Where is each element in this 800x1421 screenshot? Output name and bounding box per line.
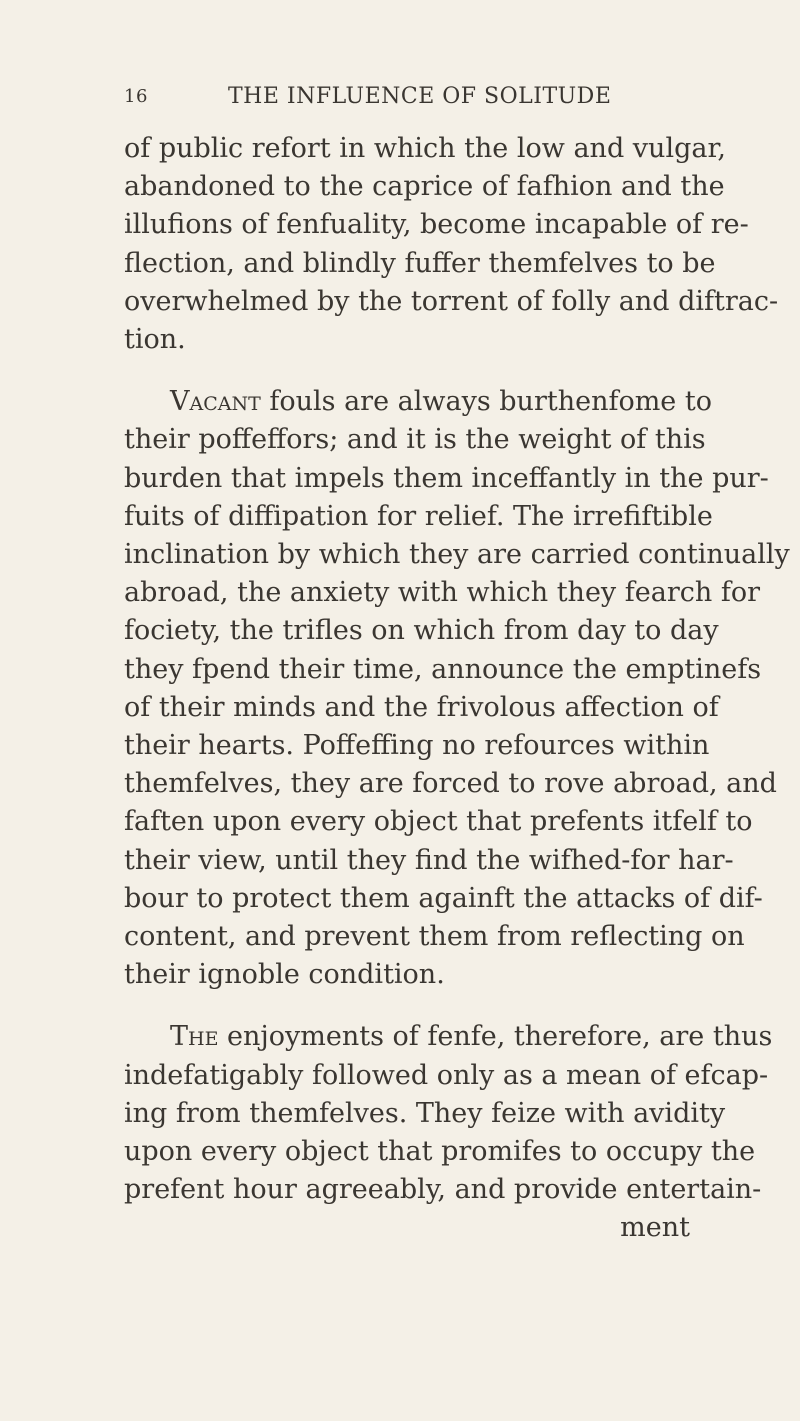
text-line: fociety, the trifles on which from day to day [124, 615, 719, 647]
text-line: their ignoble condition. [124, 959, 445, 991]
catchword: ment [620, 1212, 690, 1244]
text-line: their poffeffors; and it is the weight of this [124, 424, 706, 456]
text-line: content, and prevent them from reflecting on [124, 921, 745, 953]
text-line: their view, until they find the wifhed-for har- [124, 844, 734, 876]
text-line: abroad, the anxiety with which they fearch for [124, 577, 760, 609]
paragraph-continuation [124, 130, 779, 359]
page-number: 16 [124, 86, 148, 107]
text-line: faften upon every object that prefents itfelf to [124, 806, 753, 838]
text-line: abandoned to the caprice of fafhion and the [124, 171, 725, 203]
text-line: overwhelmed by the torrent of folly and diftrac- [124, 285, 779, 317]
paragraph-lead-word: Vacant [170, 386, 261, 418]
text-line: flection, and blindly fuffer themfelves to be [124, 247, 716, 279]
paragraph-first-line [124, 383, 712, 421]
text-line: of their minds and the frivolous affection of [124, 691, 719, 723]
text-line: bour to protect them againft the attacks of dif- [124, 882, 763, 914]
text-line: illufions of fenfuality, become incapable of re- [124, 209, 749, 241]
text-line: they fpend their time, announce the emptinefs [124, 653, 762, 685]
paragraph-first-line-text: fouls are always burthenfome to [260, 386, 712, 418]
text-line: themfelves, they are forced to rove abroad, and [124, 768, 777, 800]
paragraph-vacant-souls [124, 383, 790, 994]
body-text [124, 130, 790, 1248]
text-line: their hearts. Poffeffing no refources within [124, 730, 710, 762]
paragraph-first-line-text: enjoyments of fenfe, therefore, are thus [218, 1021, 773, 1053]
paragraph-first-line [124, 1018, 773, 1056]
page-header [124, 78, 684, 118]
paragraph-enjoyments [124, 1018, 773, 1247]
running-head: THE INFLUENCE OF SOLITUDE [228, 84, 612, 109]
text-line: upon every object that promifes to occupy the [124, 1136, 756, 1168]
text-line: ing from themfelves. They feize with avidity [124, 1097, 726, 1129]
text-line: burden that impels them inceffantly in the pur- [124, 462, 769, 494]
text-line: indefatigably followed only as a mean of efcap- [124, 1059, 769, 1091]
paragraph-lead-word: The [170, 1021, 219, 1053]
text-line: fuits of diffipation for relief. The irrefiftible [124, 500, 713, 532]
text-line: prefent hour agreeably, and provide entertain- [124, 1174, 762, 1206]
text-line: of public refort in which the low and vulgar, [124, 133, 726, 164]
text-line: inclination by which they are carried continually [124, 539, 790, 571]
text-line: tion. [124, 324, 186, 356]
